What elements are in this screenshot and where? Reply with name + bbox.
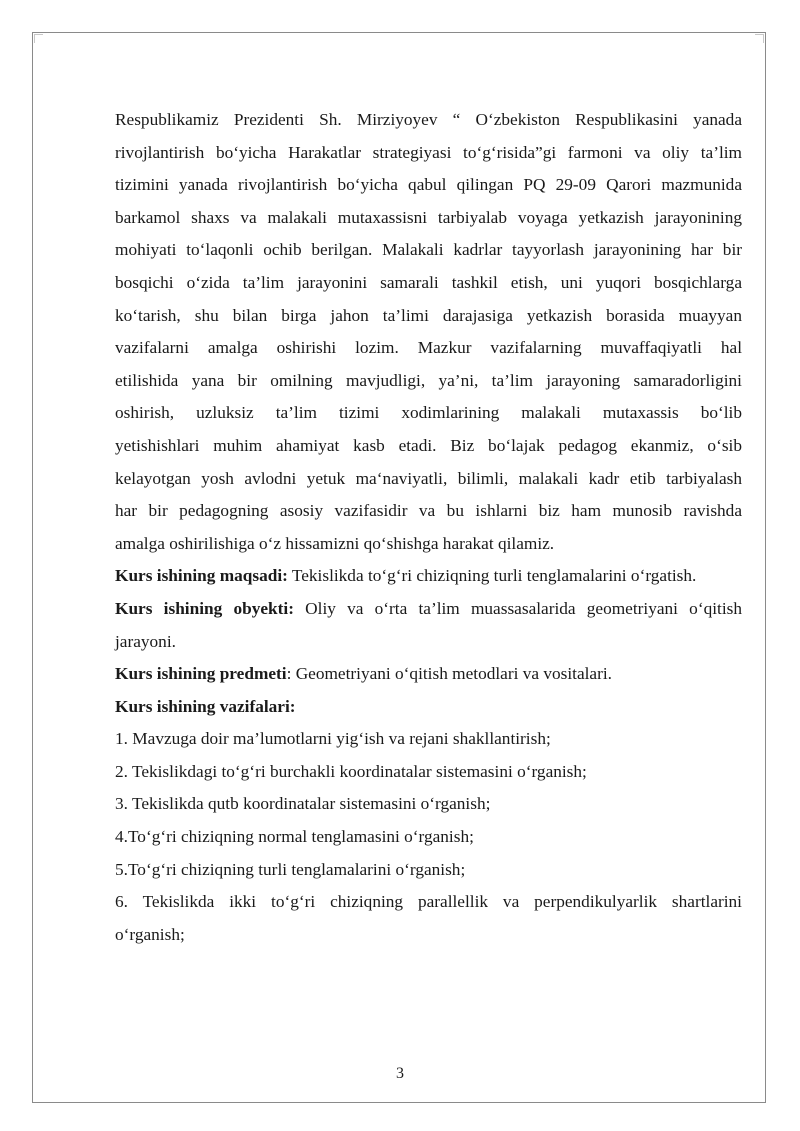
intro-line: barkamol shaxs va malakali mutaxassisni tarbiyalab voyaga yetkazish jarayonining: [115, 207, 742, 227]
intro-paragraph: [115, 104, 742, 560]
vazifa-item: 5.To‘g‘ri chiziqning turli tenglamalarini o‘rganish;: [115, 859, 466, 879]
vazifa-item: 3. Tekislikda qutb koordinatalar sistemasini o‘rganish;: [115, 794, 491, 814]
vazifa-item: 2. Tekislikdagi to‘g‘ri burchakli koordinatalar sistemasini o‘rganish;: [115, 761, 587, 781]
page-number: 3: [396, 1065, 404, 1082]
intro-line: ko‘tarish, shu bilan birga jahon ta’limi darajasiga yetkazish borasida muayyan: [115, 305, 742, 325]
corner-mark-top-left: [34, 34, 43, 43]
obyekt-paragraph: [115, 593, 742, 658]
maqsad-text: Tekislikda to‘g‘ri chiziqning turli tenglamalarini o‘rgatish.: [287, 566, 697, 586]
intro-line: etilishida yana bir omilning mavjudligi, ya’ni, ta’lim jarayoning samaradorligini: [115, 370, 742, 390]
vazifa-item: 6. Tekislikda ikki to‘g‘ri chiziqning parallellik va perpendikulyarlik shartlarini: [115, 892, 742, 912]
vazifa-item: 4.To‘g‘ri chiziqning normal tenglamasini o‘rganish;: [115, 827, 474, 847]
obyekt-text: Oliy va o‘rta ta’lim muassasalarida geometriyani o‘qitish: [293, 598, 742, 618]
maqsad-paragraph: [115, 560, 742, 593]
intro-line: mohiyati to‘laqonli ochib berilgan. Malakali kadrlar tayyorlash jarayonining har bir: [115, 240, 742, 260]
predmet-paragraph: [115, 658, 742, 691]
intro-line: rivojlantirish bo‘yicha Harakatlar strategiyasi to‘g‘risida”gi farmoni va oliy ta’lim: [115, 142, 742, 162]
intro-line: tizimini yanada rivojlantirish bo‘yicha qabul qilingan PQ 29-09 Qarori mazmunida: [115, 175, 742, 195]
intro-line: Respublikamiz Prezidenti Sh. Mirziyoyev “ O‘zbekiston Respublikasini yanada: [115, 110, 742, 129]
maqsad-line: [115, 560, 742, 593]
corner-mark-top-right: [755, 34, 764, 43]
obyekt-line: [115, 593, 742, 626]
maqsad-label: Kurs ishining maqsadi:: [115, 566, 288, 586]
intro-line: yetishishlari muhim ahamiyat kasb etadi. Biz bo‘lajak pedagog ekanmiz, o‘sib: [115, 435, 742, 455]
intro-line: amalga oshirilishiga o‘z hissamizni qo‘shishga harakat qilamiz.: [115, 533, 555, 553]
vazifa-item-continued: o‘rganish;: [115, 924, 185, 944]
intro-line: kelayotgan yosh avlodni yetuk ma‘naviyatli, bilimli, malakali kadr etib tarbiyalash: [115, 468, 742, 488]
predmet-line: [115, 658, 742, 691]
intro-line: har bir pedagogning asosiy vazifasidir va bu ishlarni biz ham munosib ravishda: [115, 501, 742, 521]
obyekt-line-continued: jarayoni.: [115, 631, 176, 651]
intro-line: oshirish, uzluksiz ta’lim tizimi xodimlarining malakali mutaxassis bo‘lib: [115, 403, 742, 423]
vazifalar-section: [115, 691, 742, 952]
vazifa-item: 1. Mavzuga doir ma’lumotlarni yig‘ish va rejani shakllantirish;: [115, 729, 551, 749]
predmet-text: : Geometriyani o‘qitish metodlari va vositalari.: [286, 664, 612, 684]
obyekt-label: Kurs ishining obyekti:: [115, 598, 294, 618]
predmet-label: Kurs ishining predmeti: [115, 664, 287, 684]
intro-line: vazifalarni amalga oshirishi lozim. Mazkur vazifalarning muvaffaqiyatli hal: [115, 338, 742, 358]
intro-line: bosqichi o‘zida ta’lim jarayonini samarali tashkil etish, uni yuqori bosqichlarga: [115, 272, 742, 292]
document-body: [115, 104, 742, 951]
vazifalar-heading: Kurs ishining vazifalari:: [115, 696, 296, 716]
